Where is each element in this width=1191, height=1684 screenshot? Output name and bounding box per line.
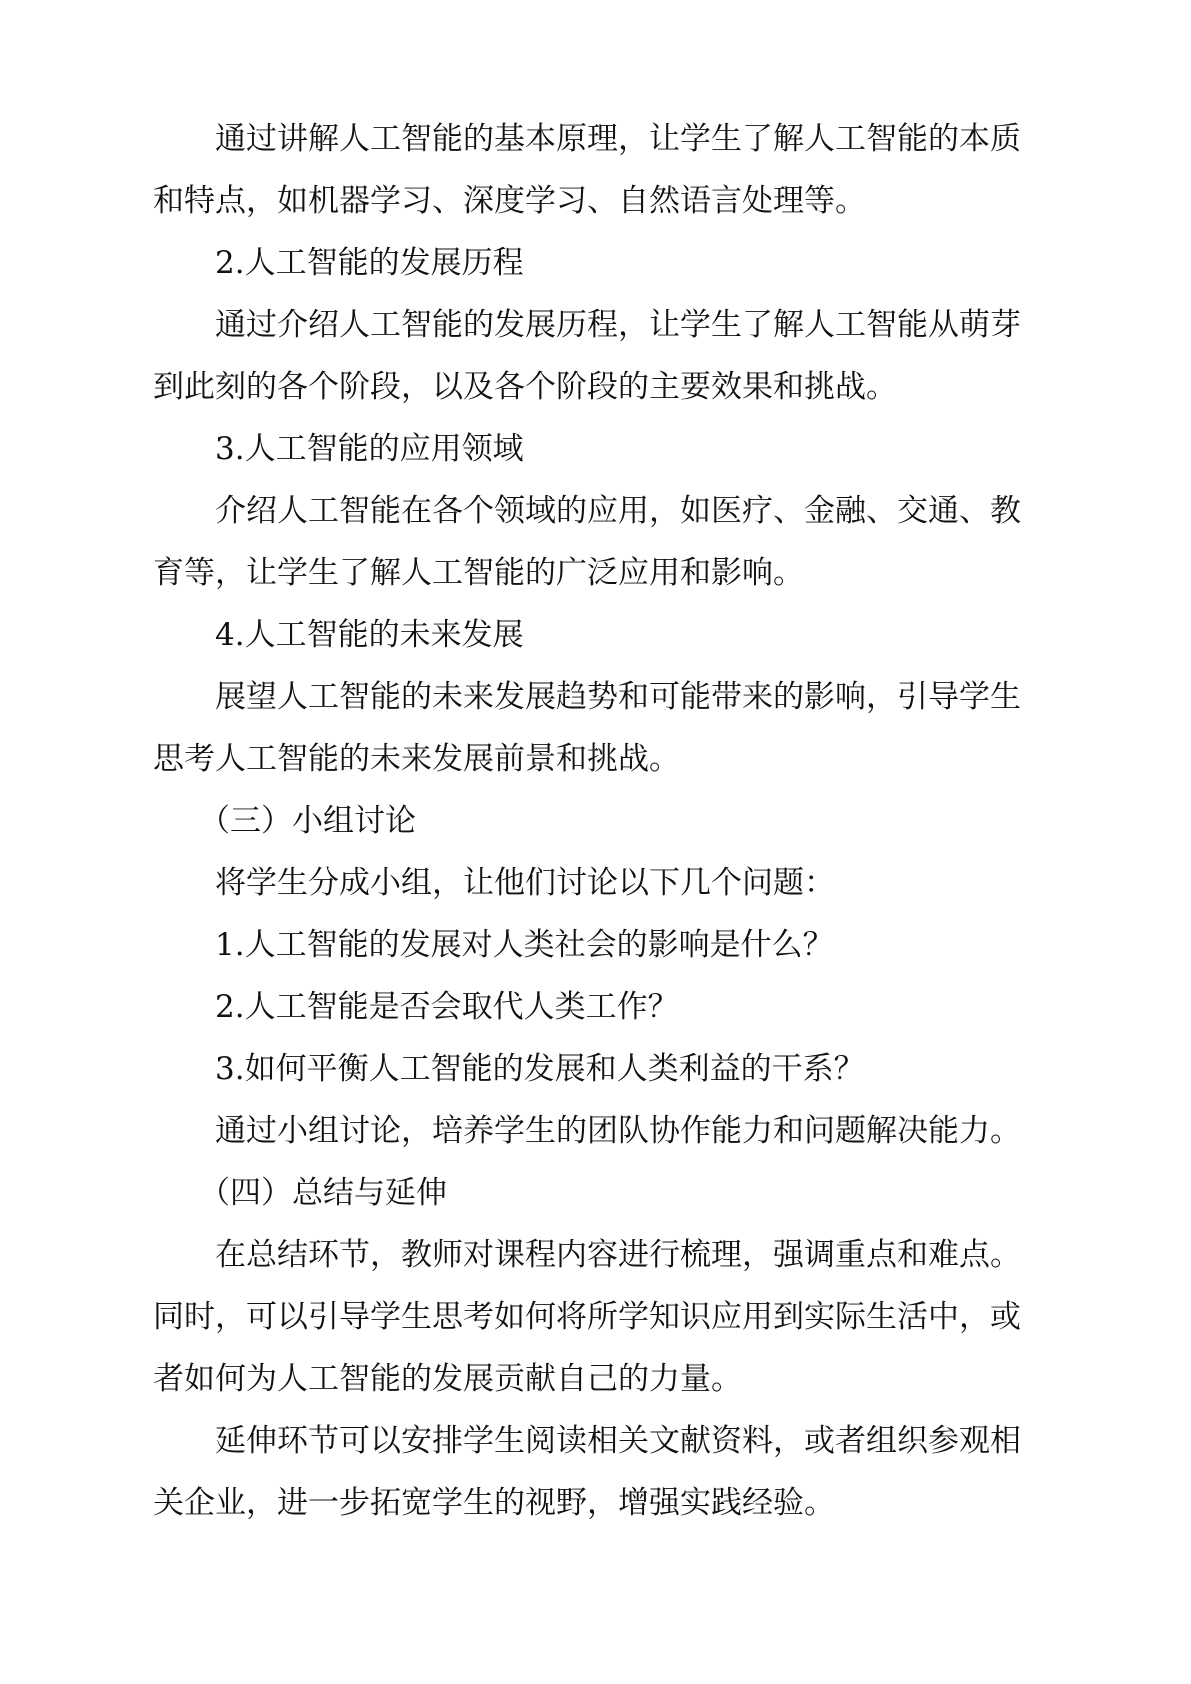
- list-item: 3.如何平衡人工智能的发展和人类利益的干系？: [215, 1051, 865, 1087]
- paragraph-line: 同时，可以引导学生思考如何将所学知识应用到实际生活中，或: [153, 1299, 1021, 1335]
- paragraph-line: 到此刻的各个阶段，以及各个阶段的主要效果和挑战。: [153, 369, 897, 405]
- paragraph-line: 通过介绍人工智能的发展历程，让学生了解人工智能从萌芽: [215, 307, 1021, 343]
- paragraph-line: 在总结环节，教师对课程内容进行梳理，强调重点和难点。: [215, 1237, 1021, 1273]
- section-heading: 2.人工智能的发展历程: [215, 245, 524, 281]
- list-item: 2.人工智能是否会取代人类工作？: [215, 989, 679, 1025]
- paragraph-line: 通过讲解人工智能的基本原理，让学生了解人工智能的本质: [215, 121, 1021, 157]
- paragraph-line: 者如何为人工智能的发展贡献自己的力量。: [153, 1361, 742, 1397]
- section-heading: 4.人工智能的未来发展: [215, 617, 524, 653]
- paragraph-line: 通过小组讨论，培养学生的团队协作能力和问题解决能力。: [215, 1113, 1021, 1149]
- paragraph-line: 关企业，进一步拓宽学生的视野，增强实践经验。: [153, 1485, 835, 1521]
- paragraph-line: 思考人工智能的未来发展前景和挑战。: [153, 741, 680, 777]
- section-heading: （四）总结与延伸: [199, 1175, 447, 1211]
- list-item: 1.人工智能的发展对人类社会的影响是什么？: [215, 927, 834, 963]
- paragraph-line: 和特点，如机器学习、深度学习、自然语言处理等。: [153, 183, 866, 219]
- paragraph-line: 介绍人工智能在各个领域的应用，如医疗、金融、交通、教: [215, 493, 1021, 529]
- paragraph-line: 展望人工智能的未来发展趋势和可能带来的影响，引导学生: [215, 679, 1021, 715]
- section-heading: （三）小组讨论: [199, 803, 416, 839]
- section-heading: 3.人工智能的应用领域: [215, 431, 524, 467]
- paragraph-line: 延伸环节可以安排学生阅读相关文献资料，或者组织参观相: [215, 1423, 1021, 1459]
- document-body: [153, 108, 1061, 1534]
- paragraph-line: 将学生分成小组，让他们讨论以下几个问题：: [215, 865, 835, 901]
- paragraph-line: 育等，让学生了解人工智能的广泛应用和影响。: [153, 555, 804, 591]
